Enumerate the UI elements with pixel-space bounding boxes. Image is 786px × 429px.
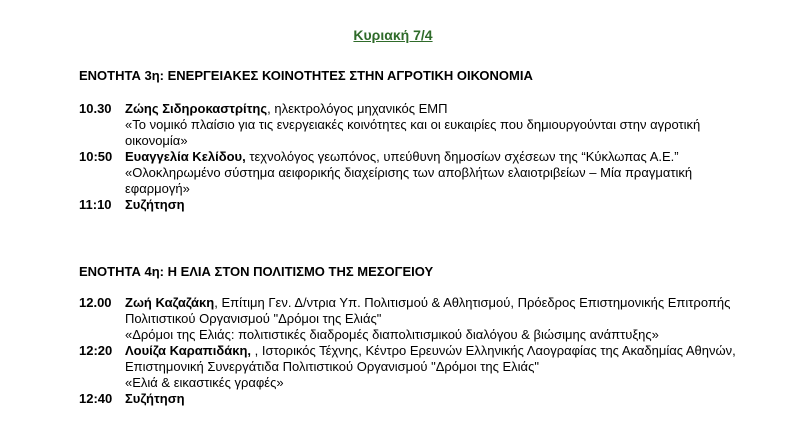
section-title: ΕΝΟΤΗΤΑ 4η: Η ΕΛΙΑ ΣΤΟΝ ΠΟΛΙΤΙΣΜΟ ΤΗΣ ΜΕΣΟΓΕΙΟΥ [79, 264, 434, 279]
speaker-name: Ζώης Σιδηροκαστρίτης [125, 101, 268, 116]
item-time: 10:50 [79, 149, 113, 164]
section-title: ΕΝΟΤΗΤΑ 3η: ΕΝΕΡΓΕΙΑΚΕΣ ΚΟΙΝΟΤΗΤΕΣ ΣΤΗΝ ΑΓΡΟΤΙΚΗ ΟΙΚΟΝΟΜΙΑ [79, 68, 533, 83]
talk-title: «Δρόμοι της Ελιάς: πολιτιστικές διαδρομές διαπολιτισμικού διαλόγου & βιώσιμης ανάπτυξης» [125, 327, 659, 342]
discussion-label: Συζήτηση [125, 197, 185, 212]
speaker-name: Ζωή Καζαζάκη [125, 295, 215, 310]
talk-title: «Ολοκληρωμένο σύστημα αειφορικής διαχείρισης των αποβλήτων ελαιοτριβείων – Μία πραγματική εφαρμογή» [125, 165, 693, 196]
schedule-item [79, 197, 759, 213]
section-4 [79, 264, 759, 407]
speaker-role: , Επίτιμη Γεν. Δ/ντρια Υπ. Πολιτισμού & Αθλητισμού, Πρόεδρος Επιστημονικής Επιτροπής Πολιτιστικού Οργανισμού "Δρόμοι της Ελιάς" [125, 295, 731, 326]
schedule-item [79, 343, 759, 391]
item-time: 11:10 [79, 197, 112, 212]
speaker-role: τεχνολόγος γεωπόνος, υπεύθυνη δημοσίων σχέσεων της “Κύκλωπας Α.Ε.” [245, 149, 679, 164]
schedule-list [79, 295, 759, 407]
schedule-item [79, 295, 759, 343]
speaker-role: , ηλεκτρολόγος μηχανικός ΕΜΠ [267, 101, 448, 116]
item-time: 12:20 [79, 343, 113, 358]
day-heading: Κυριακή 7/4 [353, 27, 433, 43]
speaker-name: Ευαγγελία Κελίδου, [125, 149, 246, 164]
schedule-item [79, 149, 759, 197]
item-time: 10.30 [79, 101, 112, 116]
schedule-item [79, 391, 759, 407]
section-3 [79, 68, 759, 213]
schedule-item [79, 101, 759, 149]
speaker-name: Λουίζα Καραπιδάκη, [125, 343, 252, 358]
schedule-list [79, 101, 759, 213]
item-time: 12:40 [79, 391, 113, 406]
discussion-label: Συζήτηση [125, 391, 185, 406]
speaker-role: , Ιστορικός Τέχνης, Κέντρο Ερευνών Ελληνικής Λαογραφίας της Ακαδημίας Αθηνών, Επιστημονική Συνεργάτιδα Πολιτιστικού Οργανισμού "Δρόμοι της Ελιάς" [125, 343, 736, 374]
item-time: 12.00 [79, 295, 112, 310]
talk-title: «Ελιά & εικαστικές γραφές» [125, 375, 284, 390]
talk-title: «Το νομικό πλαίσιο για τις ενεργειακές κοινότητες και οι ευκαιρίες που δημιουργούνται στην αγροτική οικονομία» [125, 117, 701, 148]
